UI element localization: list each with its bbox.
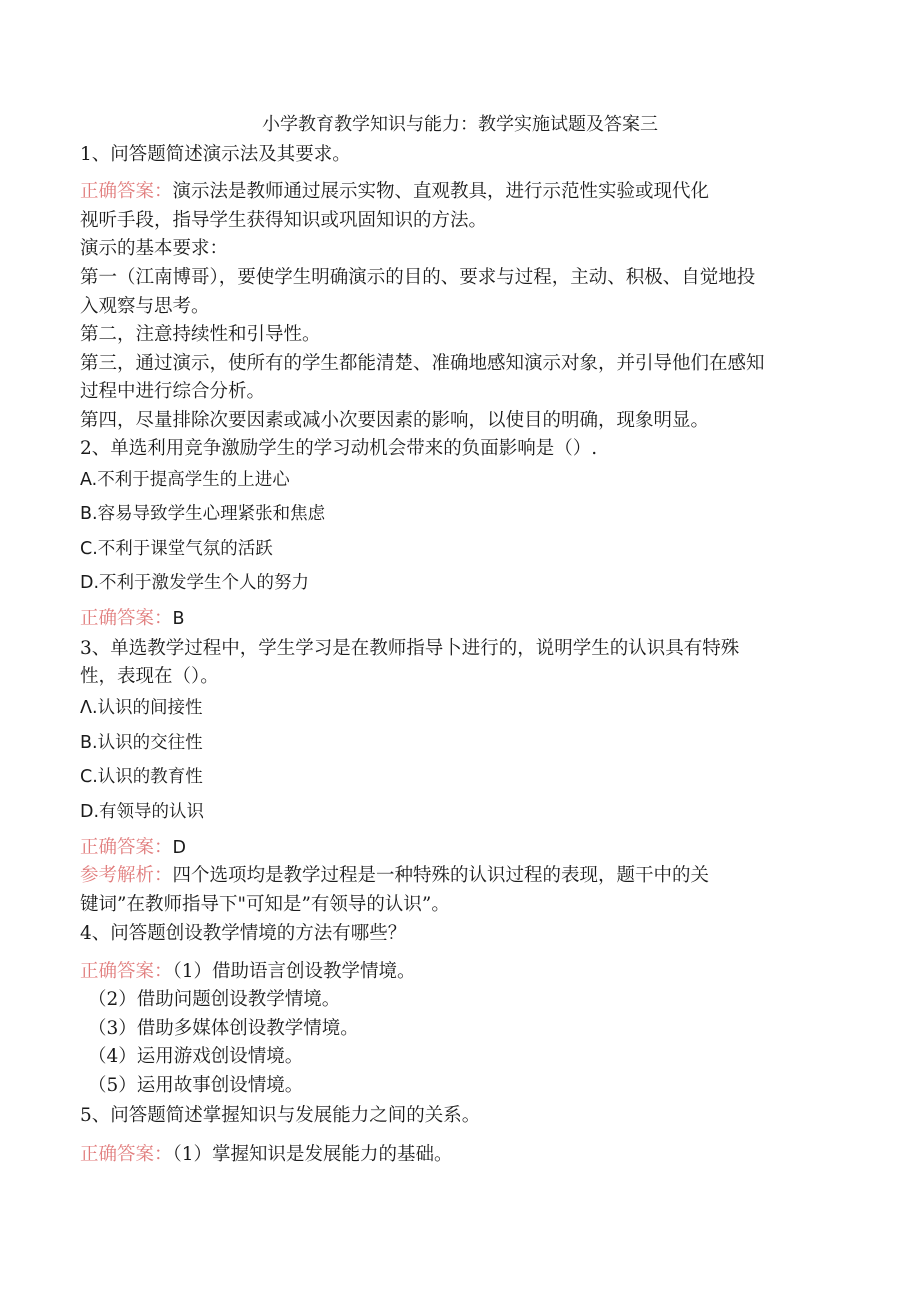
question-1: 1、问答题简述演示法及其要求。 xyxy=(80,144,351,165)
answer-text: D xyxy=(172,838,186,858)
answer-text: （1）借助语言创设教学情境。 xyxy=(172,961,416,982)
q1-line-5: 入观察与思考。 xyxy=(80,296,210,317)
question-2: 2、单选利用竞争激励学生的学习动机会带来的负面影响是（）. xyxy=(80,438,598,459)
answer-label: 正确答案： xyxy=(80,181,173,202)
question-3-cont: 性，表现在（）。 xyxy=(80,666,219,687)
option-d: D.有领导的认识 xyxy=(80,802,205,822)
answer-4-item: （2）借助问题创设教学情境。 xyxy=(88,989,341,1010)
question-3: 3、单选教学过程中，学生学习是在教师指导卜进行的，说明学生的认识具有特殊 xyxy=(80,638,740,659)
option-d: D.不利于激发学生个人的努力 xyxy=(80,573,310,593)
question-4: 4、问答题创设教学情境的方法有哪些？ xyxy=(80,923,407,944)
answer-4-item: （5）运用故事创设情境。 xyxy=(88,1075,304,1096)
q1-line-8: 过程中进行综合分析。 xyxy=(80,381,266,402)
answer-text: （1）掌握知识是发展能力的基础。 xyxy=(172,1144,453,1165)
answer-label: 正确答案： xyxy=(80,961,173,982)
answer-4-item: （4）运用游戏创设情境。 xyxy=(88,1046,304,1067)
analysis-3 xyxy=(80,863,840,889)
option-c: C.认识的教育性 xyxy=(80,767,203,787)
answer-1 xyxy=(80,179,840,205)
answer-1-cont: 视听手段，指导学生获得知识或巩固知识的方法。 xyxy=(80,210,488,231)
answer-3 xyxy=(80,835,840,861)
answer-label: 正确答案： xyxy=(80,608,173,629)
answer-text: 演示法是教师通过展示实物、直观教具，进行示范性实验或现代化 xyxy=(172,181,710,202)
option-a: Λ.认识的间接性 xyxy=(80,698,203,718)
q1-line-7: 第三，通过演示，使所有的学生都能清楚、准确地感知演示对象，并引导他们在感知 xyxy=(80,353,765,374)
option-a: A.不利于提高学生的上进心 xyxy=(80,470,290,490)
answer-label: 正确答案： xyxy=(80,1144,173,1165)
option-b: B.容易导致学生心理紧张和焦虑 xyxy=(80,504,326,524)
page-title: 小学教育教学知识与能力：教学实施试题及答案三 xyxy=(262,114,658,135)
answer-label: 正确答案： xyxy=(80,837,173,858)
option-b: B.认识的交往性 xyxy=(80,733,203,753)
q1-line-4: 第一（江南博哥），要使学生明确演示的目的、要求与过程，主动、积极、自觉地投 xyxy=(80,267,756,288)
answer-2 xyxy=(80,606,840,632)
answer-5 xyxy=(80,1142,840,1168)
question-5: 5、问答题简述掌握知识与发展能力之间的关系。 xyxy=(80,1105,481,1126)
option-c: C.不利于课堂气氛的活跃 xyxy=(80,539,273,559)
q1-line-9: 第四，尽量排除次要因素或减小次要因素的影响，以使目的明确，现象明显。 xyxy=(80,410,710,431)
q1-line-3: 演示的基本要求： xyxy=(80,238,229,259)
q1-line-6: 第二，注意持续性和引导性。 xyxy=(80,324,321,345)
analysis-label: 参考解析： xyxy=(80,865,173,886)
analysis-text: 四个选项均是教学过程是一种特殊的认识过程的表现，题干中的关 xyxy=(172,865,710,886)
answer-4 xyxy=(80,959,840,985)
analysis-3-cont: 键词”在教师指导下"可知是”有领导的认识”。 xyxy=(80,894,450,915)
answer-4-item: （3）借助多媒体创设教学情境。 xyxy=(88,1018,359,1039)
answer-text: B xyxy=(172,609,185,629)
